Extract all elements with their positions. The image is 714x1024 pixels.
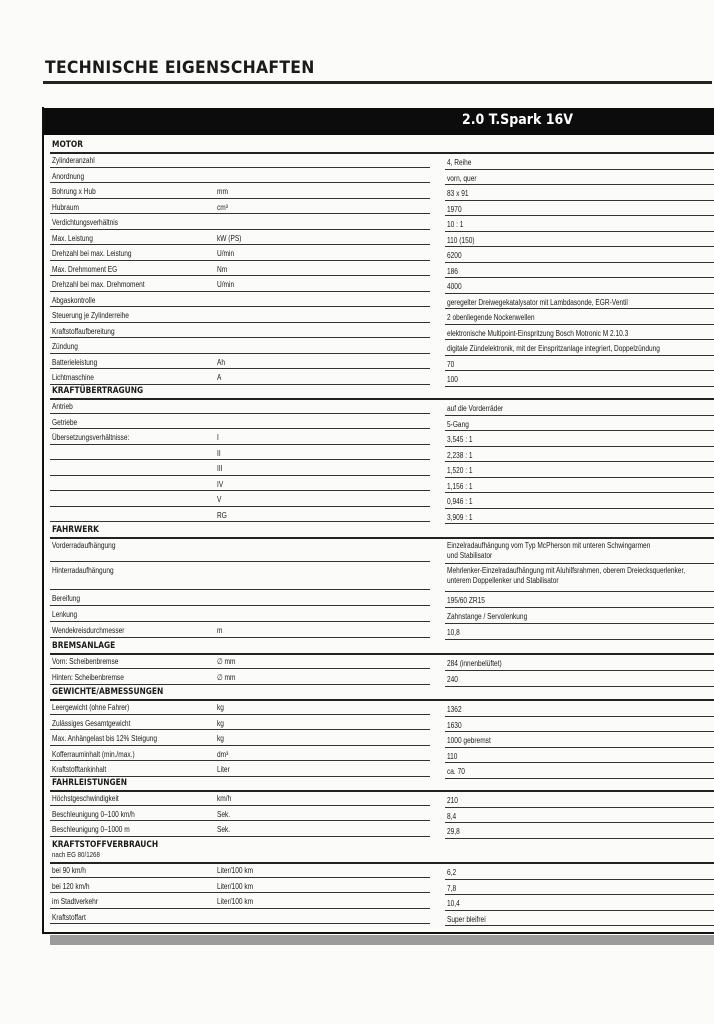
row-rule-right <box>445 169 714 170</box>
section-rule <box>50 537 714 539</box>
spec-label: Bohrung x Hub <box>52 187 96 196</box>
spec-unit: kg <box>217 718 224 728</box>
row-rule-right <box>445 925 714 926</box>
row-rule-right <box>445 686 714 687</box>
row-rule-left <box>50 244 430 245</box>
section-title: KRAFTÜBERTRAGUNG <box>52 386 144 396</box>
row-rule-left <box>50 561 430 562</box>
row-rule-right <box>445 200 714 201</box>
spec-unit: RG <box>217 510 227 520</box>
spec-value-continued: und Stabilisator <box>447 551 493 560</box>
spec-label: Anordnung <box>52 171 85 181</box>
spec-row <box>50 912 714 928</box>
spec-value: Zahnstange / Servolenkung <box>447 612 528 621</box>
spec-value: 10,8 <box>447 628 460 637</box>
row-rule-right <box>445 607 714 608</box>
spec-unit: dm³ <box>217 749 229 759</box>
row-rule-left <box>50 490 430 491</box>
row-rule-left <box>50 413 430 414</box>
spec-row <box>50 881 714 897</box>
row-rule-right <box>445 639 714 640</box>
row-rule-left <box>50 275 430 276</box>
spec-value: 5-Gang <box>447 419 469 429</box>
row-rule-right <box>445 762 714 763</box>
row-rule-right <box>445 262 714 263</box>
model-header-bar <box>44 108 714 135</box>
row-rule-right <box>445 386 714 387</box>
model-label: 2.0 T.Spark 16V <box>462 112 574 128</box>
spec-label: Kraftstoffart <box>52 912 86 922</box>
spec-value: 110 <box>447 751 458 761</box>
spec-row <box>50 417 714 433</box>
spec-row <box>50 764 714 780</box>
row-rule-right <box>445 778 714 779</box>
row-rule-right <box>445 339 714 340</box>
spec-value: 2 obenliegende Nockenwellen <box>447 313 535 322</box>
spec-row <box>50 372 714 388</box>
spec-row <box>50 171 714 187</box>
spec-label: Max. Anhängelast bis 12% Steigung <box>52 734 158 743</box>
spec-label: Hinterradaufhängung <box>52 566 114 575</box>
spec-row <box>50 609 714 625</box>
spec-row <box>50 749 714 765</box>
spec-value: 1970 <box>447 204 462 214</box>
section-title: FAHRLEISTUNGEN <box>52 778 128 788</box>
spec-label: Batterieleistung <box>52 357 98 367</box>
spec-row <box>50 793 714 809</box>
row-rule-right <box>445 461 714 462</box>
spec-value: vorn, quer <box>447 173 477 183</box>
spec-row <box>50 264 714 280</box>
spec-unit: Liter/100 km <box>217 866 254 875</box>
spec-value: 10 : 1 <box>447 220 464 229</box>
spec-label: Vorderradaufhängung <box>52 541 116 550</box>
spec-label: Kraftstofftankinhalt <box>52 765 107 774</box>
spec-label: Übersetzungsverhältnisse: <box>52 433 130 442</box>
spec-value: 1362 <box>447 705 462 714</box>
spec-label: Hubraum <box>52 202 79 212</box>
spec-row <box>50 401 714 417</box>
row-rule-right <box>445 591 714 592</box>
spec-unit: kW (PS) <box>217 233 242 243</box>
spec-unit: Nm <box>217 264 228 274</box>
spec-unit: cm³ <box>217 202 228 212</box>
spec-value: 240 <box>447 675 458 684</box>
row-rule-left <box>50 760 430 761</box>
row-rule-left <box>50 745 430 746</box>
spec-row <box>50 565 714 593</box>
spec-row <box>50 479 714 495</box>
row-rule-right <box>445 508 714 509</box>
row-rule-left <box>50 506 430 507</box>
section-rule <box>50 398 714 400</box>
spec-row <box>50 310 714 326</box>
spec-unit: Liter/100 km <box>217 881 254 891</box>
row-rule-left <box>50 776 430 777</box>
spec-row <box>50 233 714 249</box>
row-rule-left <box>50 605 430 606</box>
row-rule-right <box>445 807 714 808</box>
row-rule-left <box>50 668 430 669</box>
row-rule-right <box>445 879 714 880</box>
spec-value: 1,156 : 1 <box>447 481 473 491</box>
row-rule-left <box>50 229 430 230</box>
row-rule-right <box>445 324 714 325</box>
spec-label: Drehzahl bei max. Drehmoment <box>52 280 145 289</box>
row-rule-left <box>50 368 430 369</box>
spec-label: Höchstgeschwindigkeit <box>52 794 119 803</box>
row-rule-right <box>445 246 714 247</box>
row-rule-right <box>445 747 714 748</box>
row-rule-right <box>445 415 714 416</box>
row-rule-left <box>50 260 430 261</box>
spec-value: 210 <box>447 796 458 805</box>
title-rule <box>43 81 712 84</box>
spec-value: 29,8 <box>447 827 460 836</box>
spec-value: Super bleifrei <box>447 914 486 924</box>
row-rule-left <box>50 306 430 307</box>
spec-unit: II <box>217 448 221 458</box>
spec-label: Zündung <box>52 342 78 351</box>
spec-row <box>50 494 714 510</box>
row-rule-right <box>445 716 714 717</box>
spec-unit: IV <box>217 479 224 489</box>
row-rule-left <box>50 805 430 806</box>
spec-value: auf die Vorderräder <box>447 404 504 413</box>
spec-value: geregelter Dreiwegekatalysator mit Lambdasonde, EGR-Ventil <box>447 297 628 307</box>
spec-unit: Ah <box>217 357 226 367</box>
row-rule-left <box>50 729 430 730</box>
row-rule-right <box>445 293 714 294</box>
spec-label: Beschleunigung 0–100 km/h <box>52 809 135 819</box>
section-rule <box>50 862 714 864</box>
spec-value: 3,545 : 1 <box>447 435 473 444</box>
spec-value: 10,4 <box>447 899 460 908</box>
row-rule-right <box>445 563 714 564</box>
spec-value: 0,946 : 1 <box>447 497 473 506</box>
row-rule-left <box>50 820 430 821</box>
spec-row <box>50 341 714 357</box>
spec-row <box>50 448 714 464</box>
row-rule-left <box>50 836 430 837</box>
row-rule-right <box>445 838 714 839</box>
spec-label: Zulässiges Gesamtgewicht <box>52 718 131 728</box>
row-rule-right <box>445 670 714 671</box>
spec-value: 1630 <box>447 720 462 730</box>
spec-row <box>50 202 714 218</box>
row-rule-left <box>50 322 430 323</box>
spec-value: 8,4 <box>447 811 457 821</box>
row-rule-right <box>445 184 714 185</box>
spec-unit: Liter/100 km <box>217 897 254 906</box>
spec-row <box>50 155 714 171</box>
row-rule-left <box>50 475 430 476</box>
spec-label: Kraftstoffaufbereitung <box>52 326 115 336</box>
spec-label: Beschleunigung 0–1000 m <box>52 825 130 834</box>
spec-row <box>50 540 714 565</box>
spec-label: Steuerung je Zylinderreihe <box>52 311 129 320</box>
row-rule-right <box>445 894 714 895</box>
row-rule-right <box>445 477 714 478</box>
spec-row <box>50 896 714 912</box>
row-rule-left <box>50 589 430 590</box>
spec-label: Vorn: Scheibenbremse <box>52 657 119 666</box>
row-rule-left <box>50 337 430 338</box>
spec-label: Bereifung <box>52 594 81 603</box>
spec-unit: U/min <box>217 249 235 258</box>
spec-value: 6,2 <box>447 868 457 877</box>
spec-label: Kofferrauminhalt (min./max.) <box>52 749 135 759</box>
spec-value: 186 <box>447 266 458 276</box>
spec-row <box>50 865 714 881</box>
spec-unit: m <box>217 626 223 635</box>
spec-unit: ∅ mm <box>217 673 236 682</box>
row-rule-left <box>50 877 430 878</box>
spec-unit: V <box>217 495 222 504</box>
row-rule-left <box>50 908 430 909</box>
section-title: KRAFTSTOFFVERBRAUCH <box>52 840 159 850</box>
spec-row <box>50 593 714 609</box>
spec-unit: III <box>217 464 223 473</box>
row-rule-right <box>445 492 714 493</box>
row-rule-left <box>50 637 430 638</box>
row-rule-left <box>50 428 430 429</box>
spec-unit: A <box>217 373 222 382</box>
spec-label: Wendekreisdurchmesser <box>52 626 125 635</box>
spec-value: Mehrlenker-Einzelradaufhängung mit Aluhilfsrahmen, oberem Dreiecksquerlenker, <box>447 566 686 575</box>
row-rule-right <box>445 446 714 447</box>
spec-row <box>50 824 714 840</box>
spec-label: Max. Drehmoment EG <box>52 264 118 274</box>
spec-label: bei 90 km/h <box>52 866 86 875</box>
spec-value: 7,8 <box>447 883 457 893</box>
section-title: MOTOR <box>52 140 84 150</box>
section-subtitle: nach EG 80/1268 <box>52 850 100 859</box>
row-rule-right <box>445 731 714 732</box>
spec-unit: Liter <box>217 765 230 774</box>
section-rule <box>50 653 714 655</box>
spec-label: im Stadtverkehr <box>52 897 98 906</box>
bottom-strip <box>50 935 714 945</box>
spec-label: Lenkung <box>52 610 78 619</box>
spec-label: Max. Leistung <box>52 233 93 243</box>
row-rule-right <box>445 623 714 624</box>
spec-row <box>50 809 714 825</box>
spec-label: Hinten: Scheibenbremse <box>52 673 124 682</box>
row-rule-left <box>50 684 430 685</box>
spec-unit: km/h <box>217 794 232 803</box>
row-rule-left <box>50 923 430 924</box>
spec-value: 110 (150) <box>447 235 475 245</box>
spec-label: Antrieb <box>52 402 73 411</box>
spec-row <box>50 510 714 526</box>
spec-value: 284 (innenbelüftet) <box>447 659 502 668</box>
row-rule-right <box>445 355 714 356</box>
spec-value: 70 <box>447 359 455 369</box>
section-title: BREMSANLAGE <box>52 641 116 651</box>
spec-row <box>50 672 714 688</box>
row-rule-right <box>445 430 714 431</box>
spec-value: Einzelradaufhängung vom Typ McPherson mit unteren Schwingarmen <box>447 541 651 550</box>
row-rule-left <box>50 291 430 292</box>
spec-value: ca. 70 <box>447 767 465 776</box>
row-rule-right <box>445 308 714 309</box>
row-rule-left <box>50 714 430 715</box>
spec-value: 1,520 : 1 <box>447 466 473 475</box>
row-rule-left <box>50 521 430 522</box>
row-rule-right <box>445 231 714 232</box>
row-rule-left <box>50 213 430 214</box>
row-rule-right <box>445 523 714 524</box>
spec-value: 1000 gebremst <box>447 736 491 745</box>
spec-row <box>50 625 714 641</box>
row-rule-left <box>50 459 430 460</box>
spec-label: Getriebe <box>52 417 78 427</box>
spec-unit: I <box>217 433 219 442</box>
spec-label: Drehzahl bei max. Leistung <box>52 249 132 258</box>
spec-row <box>50 656 714 672</box>
spec-value: 6200 <box>447 251 462 260</box>
row-rule-left <box>50 444 430 445</box>
row-rule-left <box>50 182 430 183</box>
spec-label: bei 120 km/h <box>52 881 90 891</box>
spec-row <box>50 702 714 718</box>
spec-row <box>50 217 714 233</box>
spec-value: 2,238 : 1 <box>447 450 473 460</box>
spec-unit: kg <box>217 703 224 712</box>
row-rule-right <box>445 277 714 278</box>
row-rule-right <box>445 910 714 911</box>
row-rule-left <box>50 384 430 385</box>
spec-value: 100 <box>447 375 458 384</box>
row-rule-left <box>50 198 430 199</box>
section-rule <box>50 790 714 792</box>
page-title: TECHNISCHE EIGENSCHAFTEN <box>45 58 315 78</box>
section-rule <box>50 152 714 154</box>
spec-unit: Sek. <box>217 825 231 834</box>
spec-unit: mm <box>217 187 228 196</box>
spec-unit: U/min <box>217 280 235 289</box>
spec-label: Abgaskontrolle <box>52 295 96 305</box>
row-rule-left <box>50 167 430 168</box>
row-rule-left <box>50 353 430 354</box>
row-rule-left <box>50 892 430 893</box>
spec-unit: Sek. <box>217 809 231 819</box>
section-title: GEWICHTE/ABMESSUNGEN <box>52 687 164 697</box>
spec-row <box>50 248 714 264</box>
spec-value: 3,909 : 1 <box>447 512 473 522</box>
spec-value: 195/60 ZR15 <box>447 596 485 605</box>
spec-row <box>50 279 714 295</box>
spec-value: 4, Reihe <box>447 158 472 167</box>
row-rule-right <box>445 370 714 371</box>
spec-row <box>50 463 714 479</box>
spec-row <box>50 295 714 311</box>
row-rule-right <box>445 822 714 823</box>
spec-row <box>50 718 714 734</box>
spec-row <box>50 357 714 373</box>
spec-label: Leergewicht (ohne Fahrer) <box>52 703 130 712</box>
spec-value: 4000 <box>447 282 462 291</box>
section-rule <box>50 699 714 701</box>
spec-row <box>50 186 714 202</box>
spec-label: Verdichtungsverhältnis <box>52 218 119 227</box>
spec-value: 83 x 91 <box>447 189 469 198</box>
spec-unit: kg <box>217 734 224 743</box>
row-rule-left <box>50 621 430 622</box>
spec-row <box>50 432 714 448</box>
section-title: FAHRWERK <box>52 525 99 535</box>
spec-row <box>50 326 714 342</box>
spec-value: digitale Zündelektronik, mit der Einspritzanlage integriert, Doppelzündung <box>447 344 660 353</box>
spec-value: elektronische Multipoint-Einspritzung Bosch Motronic M 2.10.3 <box>447 328 629 338</box>
spec-unit: ∅ mm <box>217 657 236 666</box>
spec-row <box>50 733 714 749</box>
spec-label: Zylinderanzahl <box>52 156 95 165</box>
spec-value-continued: unterem Doppellenker und Stabilisator <box>447 576 559 585</box>
spec-label: Lichtmaschine <box>52 373 94 382</box>
row-rule-right <box>445 215 714 216</box>
